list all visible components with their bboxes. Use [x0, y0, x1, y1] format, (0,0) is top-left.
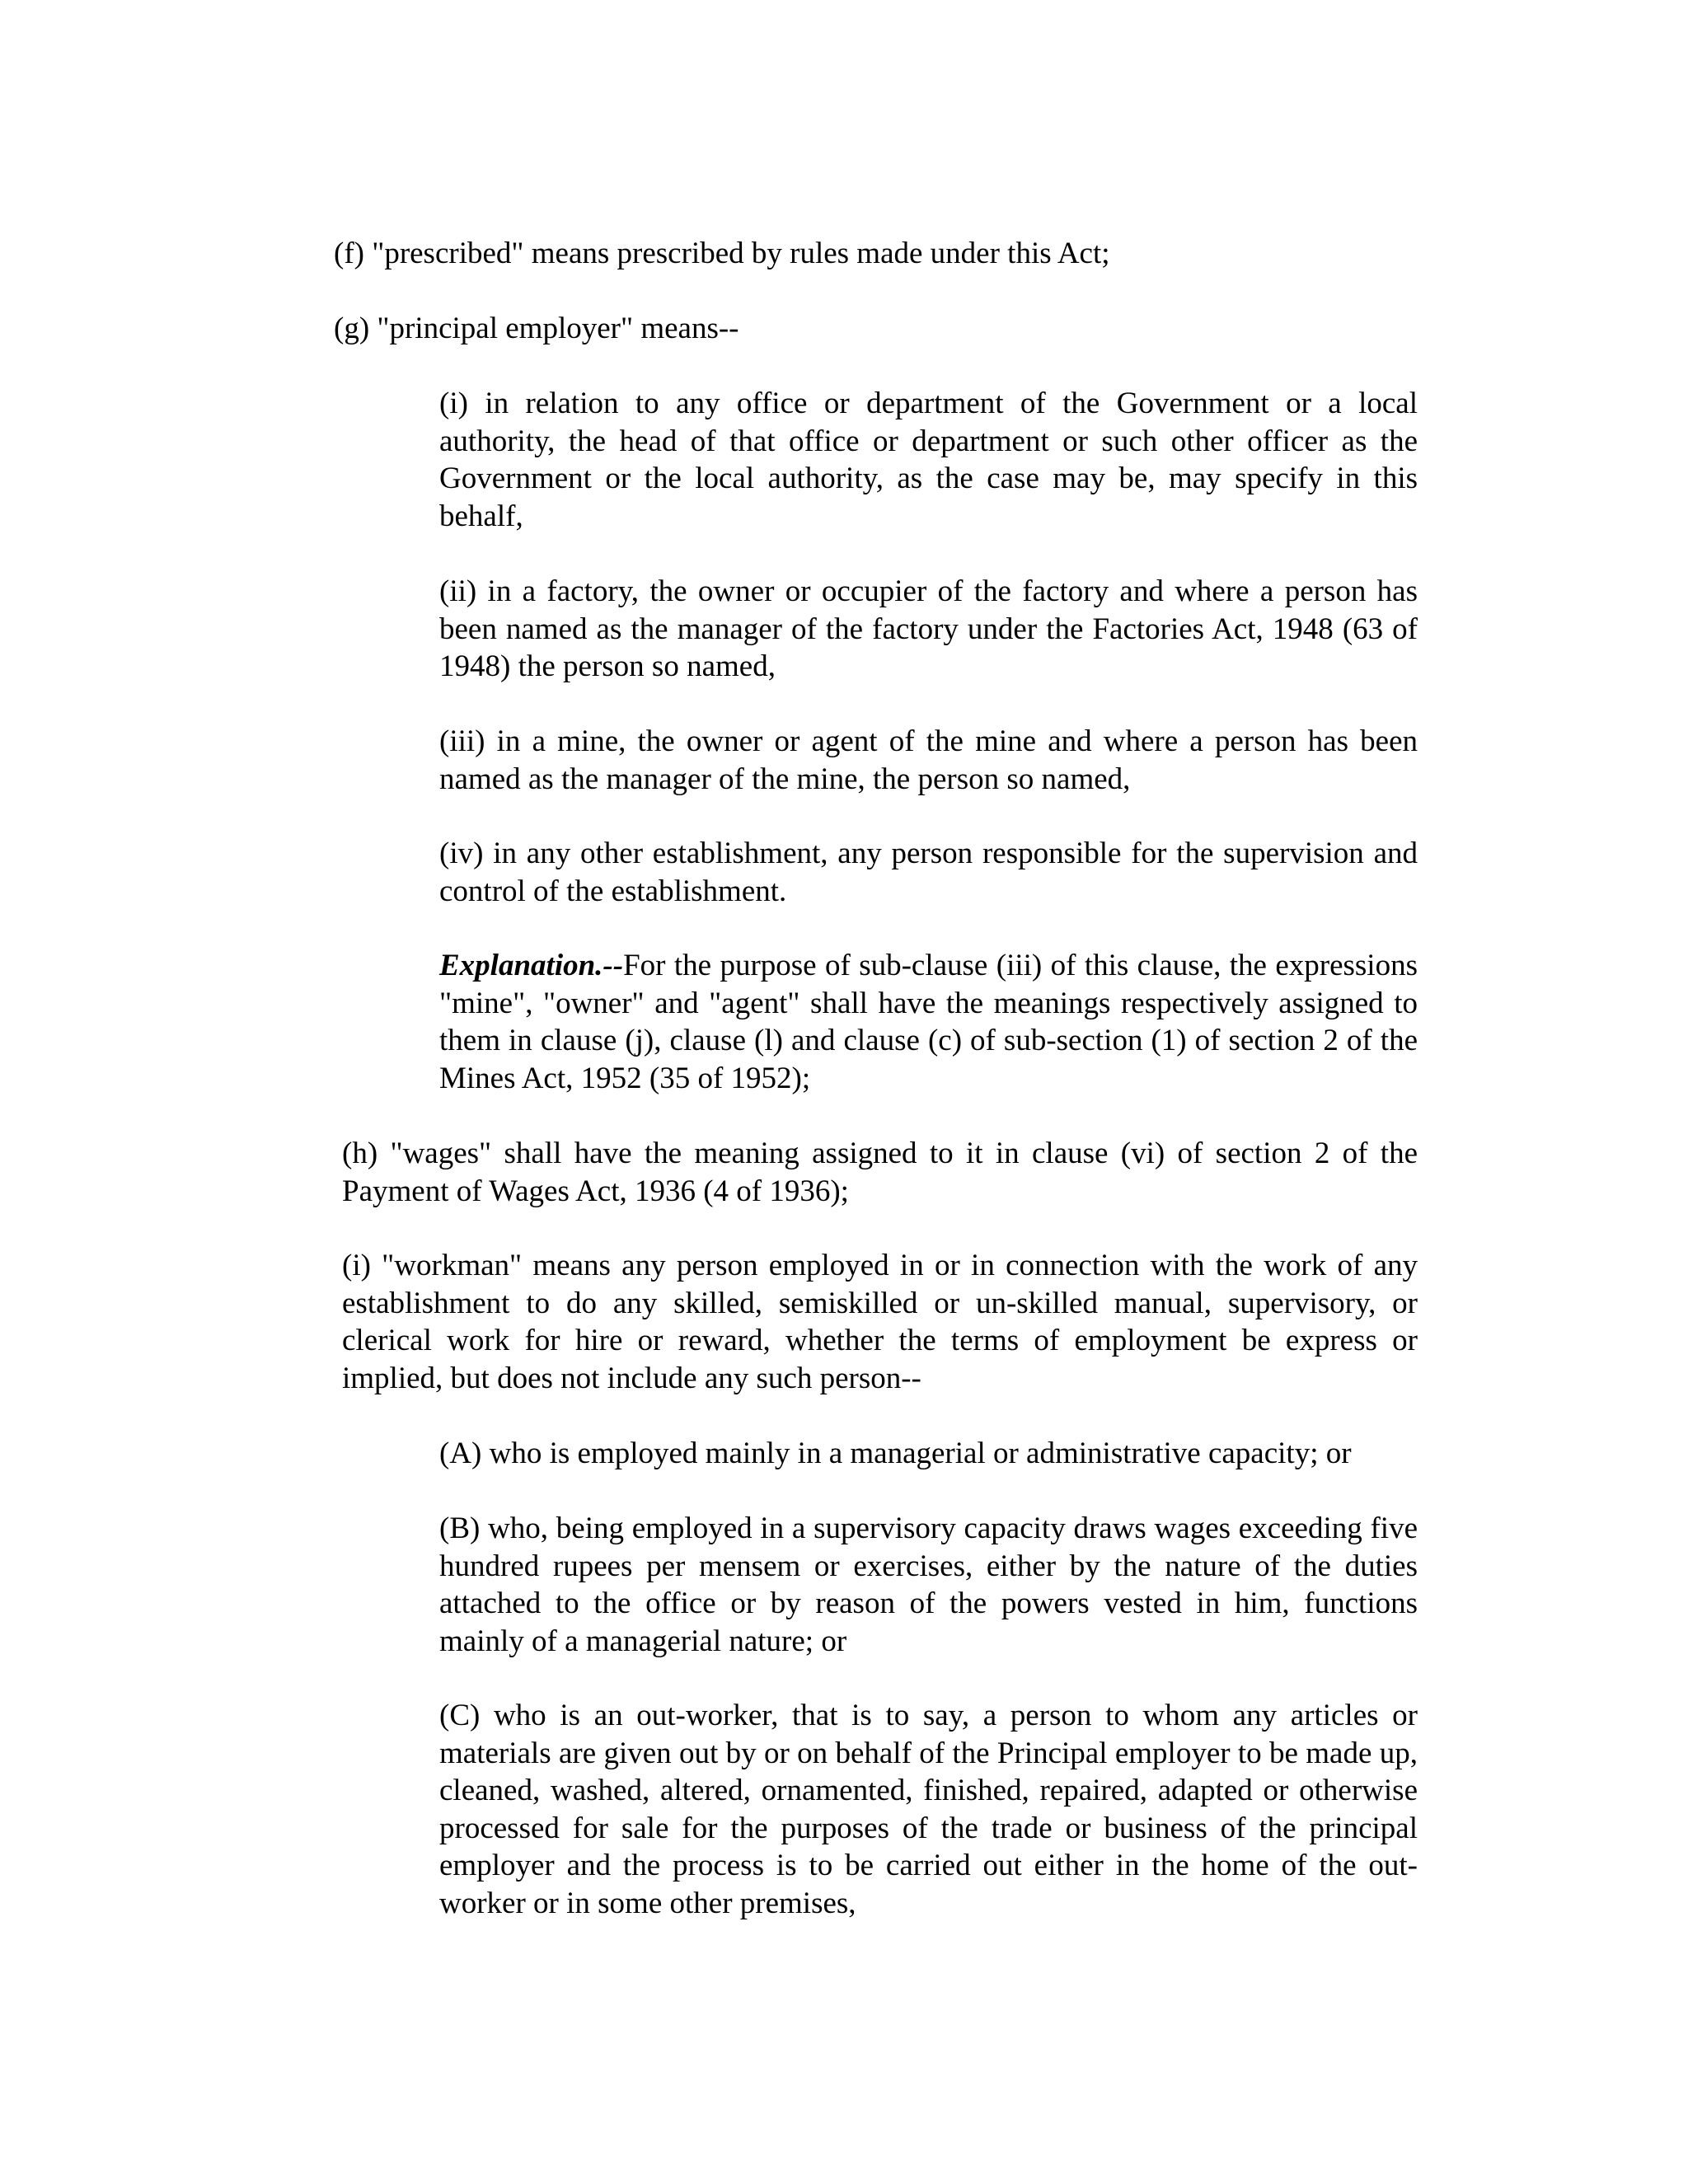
clause-i-subclause-A: (A) who is employed mainly in a managerial or administrative capacity; or	[439, 1436, 1352, 1470]
explanation-text: For the purpose of sub-clause (iii) of this clause, the expressions "mine", "owner" and "agent" shall have the meanings respectively assigned to them in clause (j), clause (l) and clause (c) of sub-section (1) of section 2 of the Mines Act, 1952 (35 of 1952);	[439, 949, 1418, 1095]
explanation-paragraph	[439, 947, 1418, 1097]
clause-i-subclause-B: (B) who, being employed in a supervisory capacity draws wages exceeding five hundred rupees per mensem or exercises, either by the nature of the duties attached to the office or by reason of the powers vested in him, functions mainly of a managerial nature; or	[439, 1511, 1418, 1658]
clause-g-intro: (g) "principal employer" means--	[334, 312, 739, 345]
clause-g-subclause-iv: (iv) in any other establishment, any person responsible for the supervision and control of the establishment.	[439, 837, 1418, 908]
clause-f: (f) "prescribed" means prescribed by rules made under this Act;	[334, 237, 1110, 270]
clause-i-intro: (i) "workman" means any person employed in or in connection with the work of any establishment to do any skilled, semiskilled or un-skilled manual, supervisory, or clerical work for hire or reward, whether the terms of employment be express or implied, but does not include any such person--	[342, 1249, 1418, 1395]
clause-i-subclause-C: (C) who is an out-worker, that is to say, a person to whom any articles or materials are given out by or on behalf of the Principal employer to be made up, cleaned, washed, altered, ornamented, finished, repaired, adapted or otherwise processed for sale for the purposes of the trade or business of the principal employer and the process is to be carried out either in the home of the out-worker or in some other premises,	[439, 1699, 1418, 1920]
explanation-label: Explanation.--	[439, 949, 624, 982]
clause-g-subclause-iii: (iii) in a mine, the owner or agent of the mine and where a person has been named as the manager of the mine, the person so named,	[439, 724, 1418, 796]
clause-g-subclause-ii: (ii) in a factory, the owner or occupier of the factory and where a person has been named as the manager of the factory under the Factories Act, 1948 (63 of 1948) the person so named,	[439, 574, 1418, 683]
clause-g-subclause-i: (i) in relation to any office or department of the Government or a local authority, the head of that office or department or such other officer as the Government or the local authority, as the case may be, may specify in this behalf,	[439, 387, 1418, 533]
clause-h: (h) "wages" shall have the meaning assigned to it in clause (vi) of section 2 of the Payment of Wages Act, 1936 (4 of 1936);	[342, 1137, 1418, 1208]
